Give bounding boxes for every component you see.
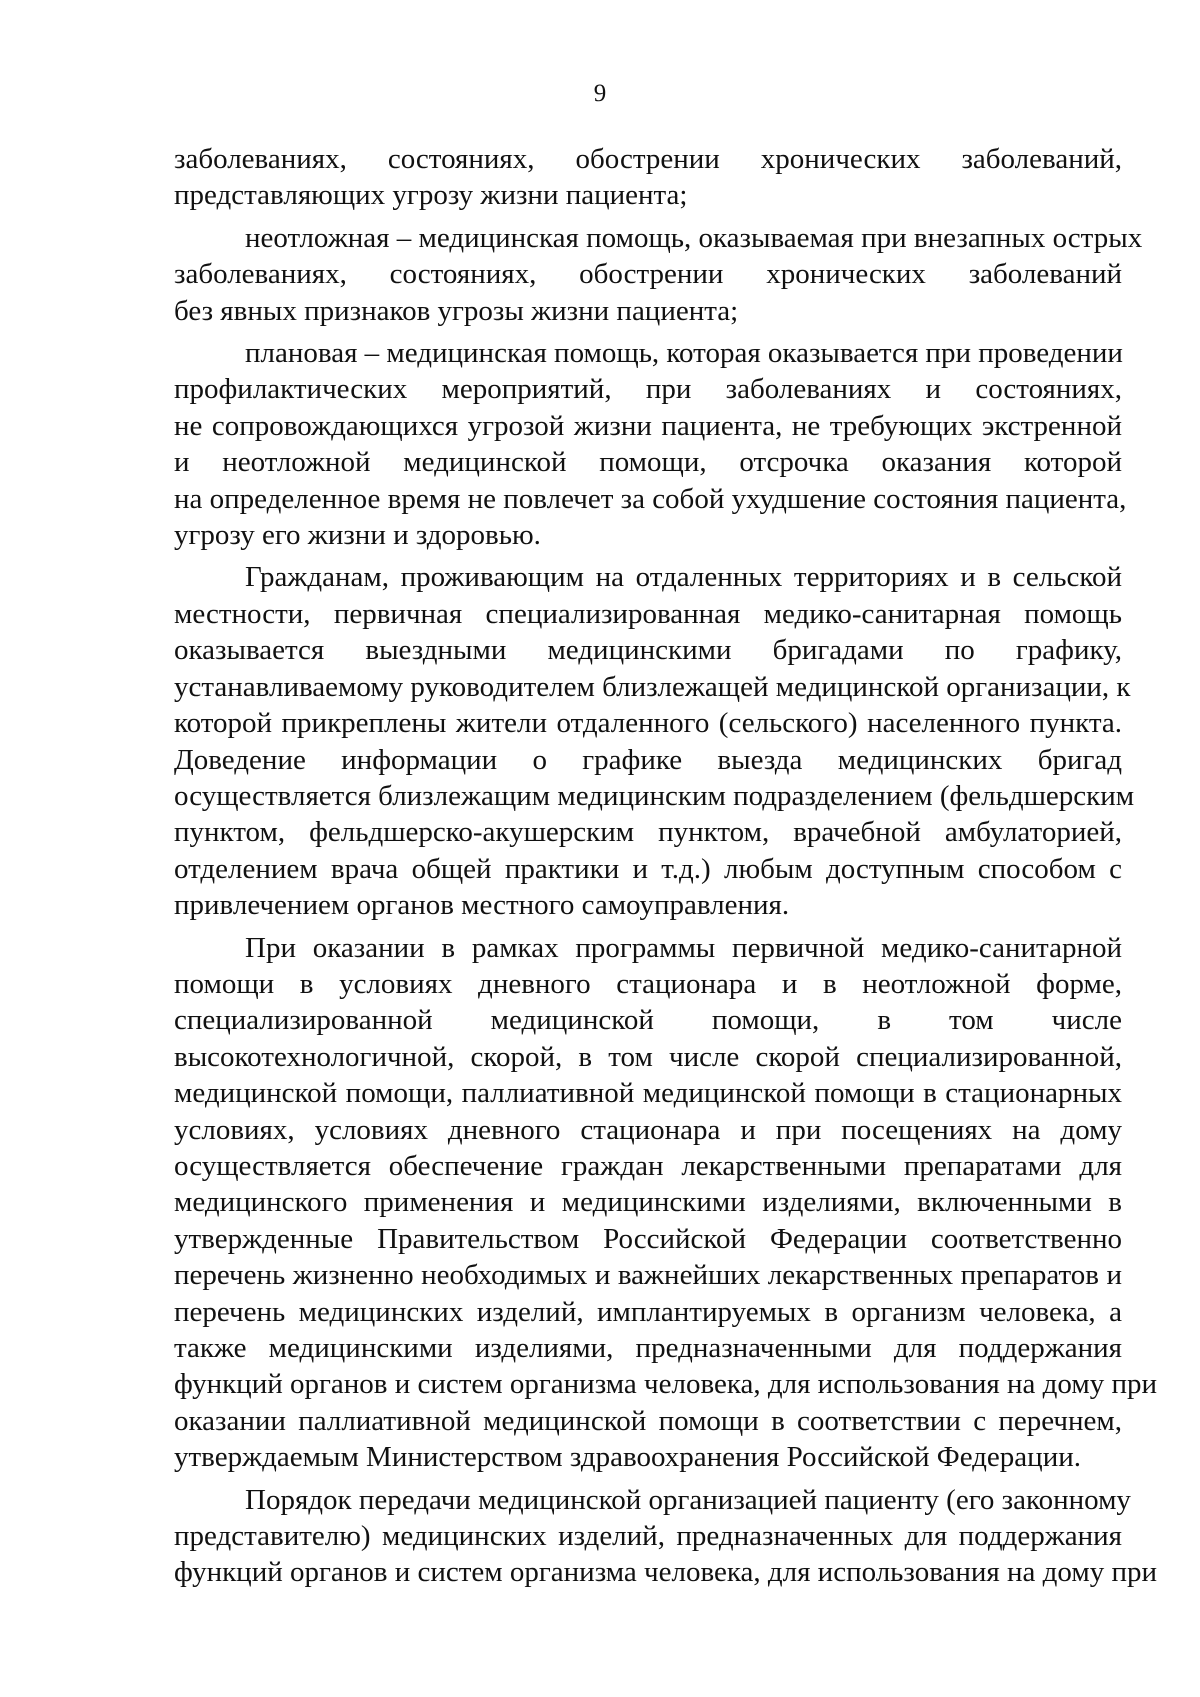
text-line: утверждаемым Министерством здравоохранения Российской Федерации.	[174, 1441, 1081, 1474]
text-line: представителю) медицинских изделий, предназначенных для поддержания	[174, 1520, 1122, 1553]
text-line: Порядок передачи медицинской организацией пациенту (его законному	[245, 1483, 1131, 1516]
text-line: устанавливаемому руководителем близлежащей медицинской организации, к	[174, 670, 1131, 703]
text-line: осуществляется обеспечение граждан лекарственными препаратами для	[174, 1149, 1122, 1182]
text-line: неотложная – медицинская помощь, оказываемая при внезапных острых	[245, 221, 1143, 254]
text-line: оказании паллиативной медицинской помощи в соответствии с перечнем,	[174, 1404, 1122, 1437]
text-line: и неотложной медицинской помощи, отсрочка оказания которой	[174, 446, 1122, 479]
text-line: местности, первичная специализированная медико-санитарная помощь	[174, 597, 1122, 630]
text-line: заболеваниях, состояниях, обострении хронических заболеваний	[174, 258, 1122, 291]
text-line: заболеваниях, состояниях, обострении хронических заболеваний,	[174, 143, 1122, 175]
text-line: При оказании в рамках программы первичной медико-санитарной	[245, 931, 1122, 964]
text-line: помощи в условиях дневного стационара и в неотложной форме,	[174, 967, 1122, 1000]
text-line: без явных признаков угрозы жизни пациента;	[174, 294, 739, 327]
text-line: функций органов и систем организма человека, для использования на дому при	[174, 1368, 1157, 1401]
text-line: условиях, условиях дневного стационара и при посещениях на дому	[174, 1113, 1122, 1146]
text-line: угрозу его жизни и здоровью.	[174, 519, 541, 552]
paragraph	[174, 220, 1143, 329]
text-line: перечень жизненно необходимых и важнейших лекарственных препаратов и	[174, 1259, 1122, 1292]
text-line: Доведение информации о графике выезда медицинских бригад	[174, 743, 1122, 776]
text-line: осуществляется близлежащим медицинским подразделением (фельдшерским	[174, 779, 1135, 812]
text-line: также медицинскими изделиями, предназначенными для поддержания	[174, 1332, 1122, 1364]
text-line: плановая – медицинская помощь, которая оказывается при проведении	[245, 337, 1123, 370]
text-line: медицинского применения и медицинскими изделиями, включенными в	[174, 1186, 1122, 1219]
text-line: высокотехнологичной, скорой, в том числе скорой специализированной,	[174, 1040, 1122, 1073]
text-line: специализированной медицинской помощи, в том числе	[174, 1004, 1122, 1037]
text-line: Гражданам, проживающим на отдаленных территориях и в сельской	[245, 561, 1122, 594]
text-line: не сопровождающихся угрозой жизни пациента, не требующих экстренной	[174, 409, 1122, 442]
text-line: функций органов и систем организма человека, для использования на дому при	[174, 1556, 1157, 1589]
paragraph	[174, 335, 1127, 553]
text-line: пунктом, фельдшерско-акушерским пунктом, врачебной амбулаторией,	[174, 816, 1122, 849]
text-line: на определенное время не повлечет за собой ухудшение состояния пациента,	[174, 482, 1127, 515]
text-line: оказывается выездными медицинскими бригадами по графику,	[174, 634, 1122, 667]
text-line: отделением врача общей практики и т.д.) любым доступным способом с	[174, 852, 1122, 885]
text-line: профилактических мероприятий, при заболеваниях и состояниях,	[174, 373, 1122, 406]
paragraph	[174, 930, 1157, 1476]
text-line: медицинской помощи, паллиативной медицинской помощи в стационарных	[174, 1077, 1122, 1110]
document-body	[174, 141, 1157, 1597]
text-line: утвержденные Правительством Российской Федерации соответственно	[174, 1222, 1122, 1255]
paragraph	[174, 559, 1135, 923]
text-line: которой прикреплены жители отдаленного (сельского) населенного пункта.	[174, 707, 1122, 740]
text-line: представляющих угрозу жизни пациента;	[174, 179, 688, 212]
text-line: перечень медицинских изделий, имплантируемых в организм человека, а	[174, 1295, 1122, 1328]
page-number: 9	[593, 80, 607, 107]
text-line: привлечением органов местного самоуправления.	[174, 889, 790, 922]
paragraph	[174, 141, 1122, 214]
paragraph	[174, 1482, 1157, 1591]
